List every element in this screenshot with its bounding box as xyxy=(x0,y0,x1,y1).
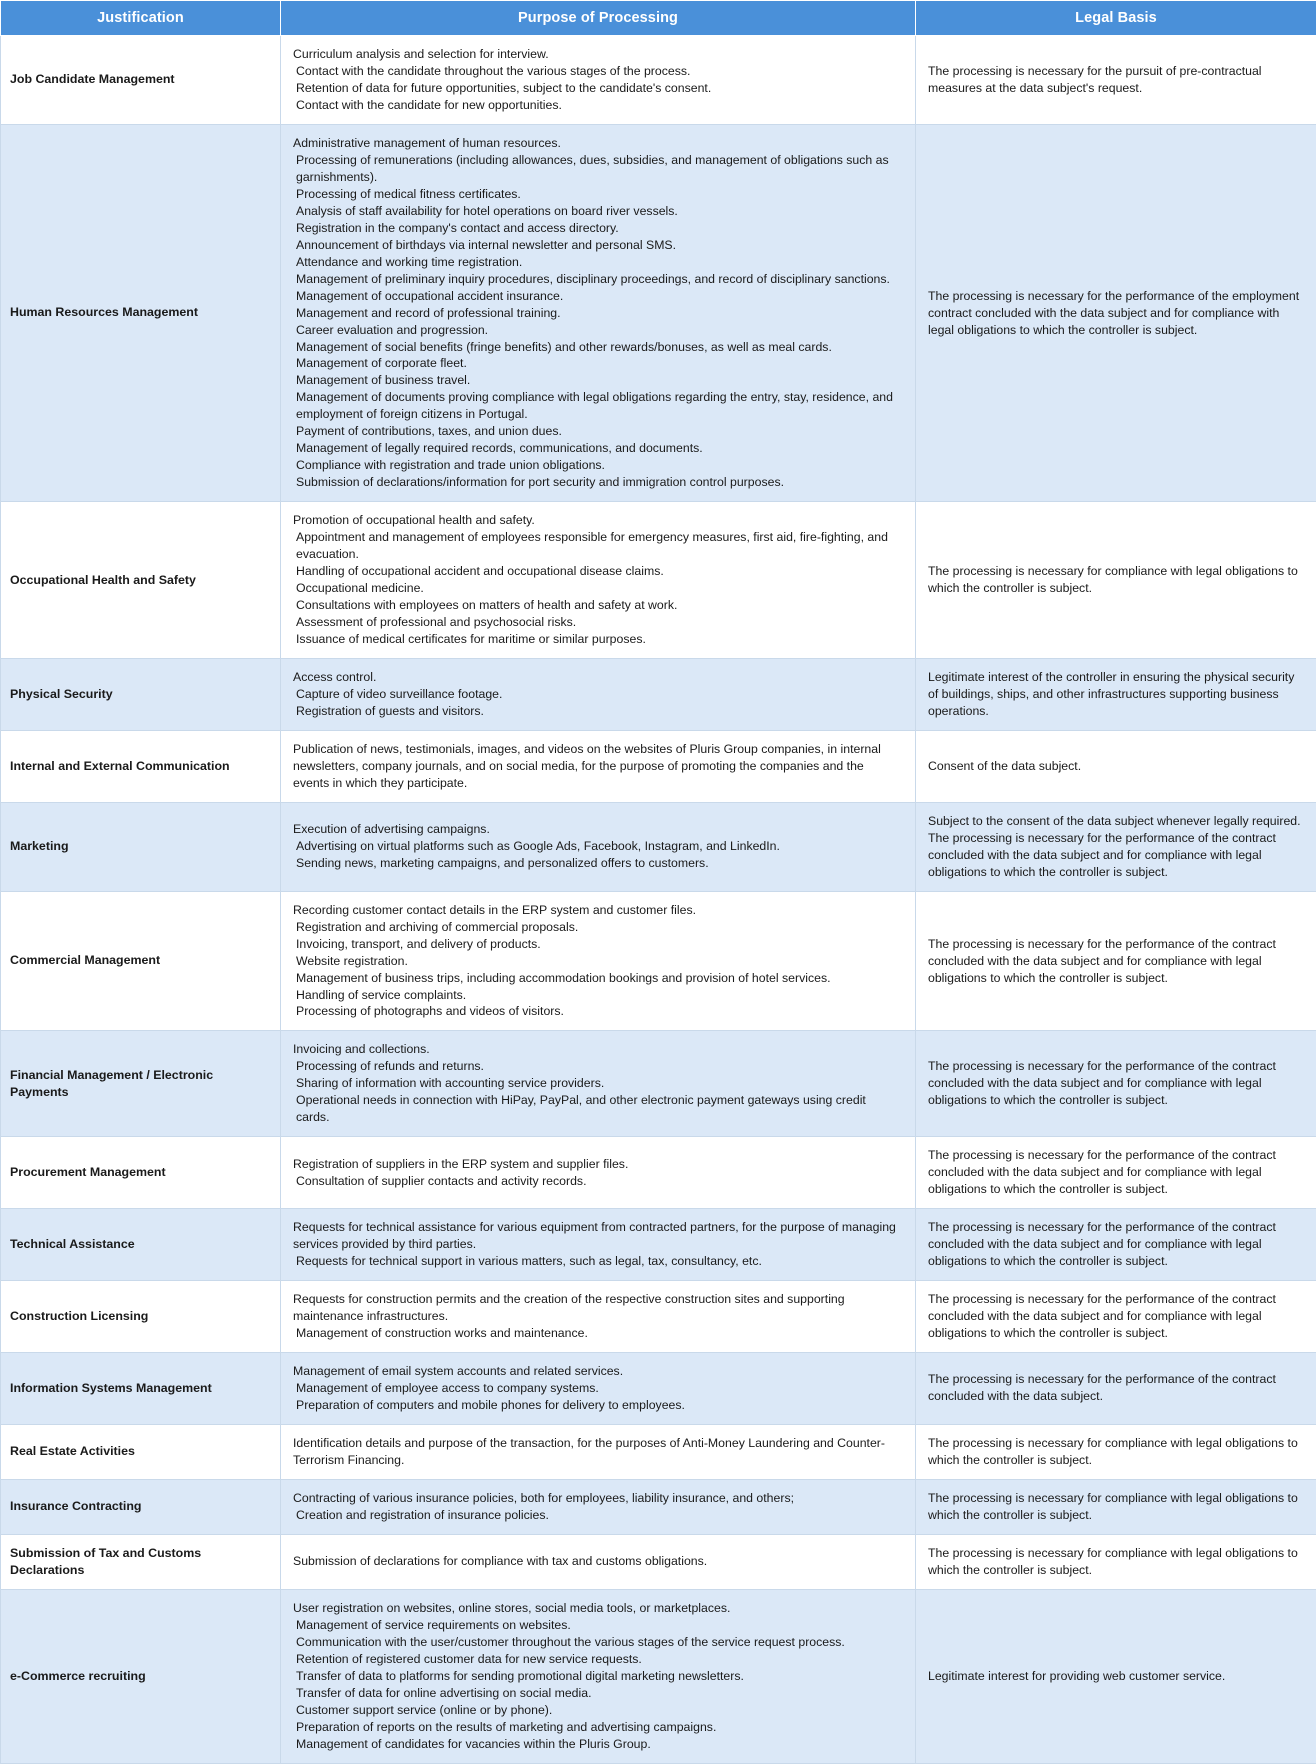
cell-purpose xyxy=(281,802,916,891)
purpose-line: Retention of registered customer data for new service requests. xyxy=(293,1651,901,1668)
purpose-line: Promotion of occupational health and safety. xyxy=(293,512,901,529)
cell-legal-basis xyxy=(916,802,1316,891)
cell-legal-basis xyxy=(916,1031,1316,1137)
cell-purpose xyxy=(281,1479,916,1534)
purpose-line: Management of social benefits (fringe benefits) and other rewards/bonuses, as well as meal cards. xyxy=(293,339,901,356)
cell-legal-basis xyxy=(916,1424,1316,1479)
cell-justification: Construction Licensing xyxy=(1,1281,281,1353)
purpose-line: Invoicing, transport, and delivery of products. xyxy=(293,936,901,953)
cell-legal-basis xyxy=(916,1590,1316,1764)
cell-justification: Procurement Management xyxy=(1,1137,281,1209)
table-row xyxy=(1,1534,1316,1589)
cell-purpose xyxy=(281,1590,916,1764)
table-header-row xyxy=(1,1,1316,36)
purpose-line: Processing of refunds and returns. xyxy=(293,1058,901,1075)
purpose-line: Recording customer contact details in the ERP system and customer files. xyxy=(293,902,901,919)
purpose-line: Management of business travel. xyxy=(293,372,901,389)
cell-purpose xyxy=(281,502,916,659)
purpose-line: Management of occupational accident insurance. xyxy=(293,288,901,305)
purpose-line: Processing of remunerations (including allowances, dues, subsidies, and management of obligations such as garnishments). xyxy=(293,152,901,186)
cell-justification: Real Estate Activities xyxy=(1,1424,281,1479)
purpose-line: Advertising on virtual platforms such as Google Ads, Facebook, Instagram, and LinkedIn. xyxy=(293,838,901,855)
cell-justification: Physical Security xyxy=(1,658,281,730)
purpose-line: Preparation of computers and mobile phones for delivery to employees. xyxy=(293,1397,901,1414)
cell-justification: Internal and External Communication xyxy=(1,730,281,802)
legal-basis-line: The processing is necessary for compliance with legal obligations to which the controller is subject. xyxy=(928,1490,1304,1524)
cell-justification: Insurance Contracting xyxy=(1,1479,281,1534)
cell-legal-basis xyxy=(916,658,1316,730)
cell-purpose xyxy=(281,1137,916,1209)
column-header-purpose: Purpose of Processing xyxy=(281,1,916,36)
purpose-line: Management of documents proving compliance with legal obligations regarding the entry, stay, residence, and employment of foreign citizens in Portugal. xyxy=(293,389,901,423)
purpose-line: Management of email system accounts and related services. xyxy=(293,1363,901,1380)
cell-purpose xyxy=(281,730,916,802)
table-row xyxy=(1,502,1316,659)
purpose-line: Submission of declarations for compliance with tax and customs obligations. xyxy=(293,1553,901,1570)
purpose-line: Transfer of data for online advertising on social media. xyxy=(293,1685,901,1702)
legal-basis-line: The processing is necessary for the pursuit of pre-contractual measures at the data subject's request. xyxy=(928,63,1304,97)
purpose-line: Assessment of professional and psychosocial risks. xyxy=(293,614,901,631)
table-row xyxy=(1,124,1316,501)
table-header xyxy=(1,1,1316,36)
purpose-line: Sharing of information with accounting service providers. xyxy=(293,1075,901,1092)
purpose-line: Occupational medicine. xyxy=(293,580,901,597)
purpose-line: Appointment and management of employees responsible for emergency measures, first aid, fire-fighting, and evacuation. xyxy=(293,529,901,563)
purpose-line: Compliance with registration and trade union obligations. xyxy=(293,457,901,474)
legal-basis-line: The processing is necessary for the performance of the contract concluded with the data subject. xyxy=(928,1371,1304,1405)
purpose-line: Creation and registration of insurance policies. xyxy=(293,1507,901,1524)
purpose-line: Curriculum analysis and selection for interview. xyxy=(293,46,901,63)
legal-basis-line: Subject to the consent of the data subject whenever legally required. xyxy=(928,813,1304,830)
cell-legal-basis xyxy=(916,891,1316,1031)
cell-justification: Marketing xyxy=(1,802,281,891)
purpose-line: Access control. xyxy=(293,669,901,686)
cell-legal-basis xyxy=(916,1137,1316,1209)
cell-justification: Human Resources Management xyxy=(1,124,281,501)
cell-legal-basis xyxy=(916,1281,1316,1353)
purpose-line: Operational needs in connection with HiPay, PayPal, and other electronic payment gateways using credit cards. xyxy=(293,1092,901,1126)
purpose-line: Management of preliminary inquiry procedures, disciplinary proceedings, and record of disciplinary sanctions. xyxy=(293,271,901,288)
legal-basis-line: Legitimate interest of the controller in ensuring the physical security of buildings, ships, and other infrastructures supporting business operations. xyxy=(928,669,1304,720)
column-header-justification: Justification xyxy=(1,1,281,36)
purpose-line: Registration of suppliers in the ERP system and supplier files. xyxy=(293,1156,901,1173)
table-row xyxy=(1,1031,1316,1137)
cell-purpose xyxy=(281,1424,916,1479)
cell-legal-basis xyxy=(916,1209,1316,1281)
purpose-line: Publication of news, testimonials, images, and videos on the websites of Pluris Group companies, in internal newsletters, company journals, and on social media, for the purpose of promoting the companies and the events in which they participate. xyxy=(293,741,901,792)
purpose-line: Contracting of various insurance policies, both for employees, liability insurance, and others; xyxy=(293,1490,901,1507)
cell-purpose xyxy=(281,891,916,1031)
cell-legal-basis xyxy=(916,1479,1316,1534)
purpose-line: Submission of declarations/information for port security and immigration control purposes. xyxy=(293,474,901,491)
purpose-line: Preparation of reports on the results of marketing and advertising campaigns. xyxy=(293,1719,901,1736)
purpose-line: Management of candidates for vacancies within the Pluris Group. xyxy=(293,1736,901,1753)
purpose-line: Management of business trips, including accommodation bookings and provision of hotel services. xyxy=(293,970,901,987)
cell-justification: Financial Management / Electronic Payments xyxy=(1,1031,281,1137)
cell-justification: e-Commerce recruiting xyxy=(1,1590,281,1764)
table-row xyxy=(1,1353,1316,1425)
purpose-line: Handling of occupational accident and occupational disease claims. xyxy=(293,563,901,580)
cell-purpose xyxy=(281,1281,916,1353)
cell-legal-basis xyxy=(916,502,1316,659)
purpose-line: Issuance of medical certificates for maritime or similar purposes. xyxy=(293,631,901,648)
legal-basis-line: The processing is necessary for the performance of the contract concluded with the data subject and for compliance with legal obligations to which the controller is subject. xyxy=(928,1219,1304,1270)
cell-legal-basis xyxy=(916,124,1316,501)
cell-justification: Information Systems Management xyxy=(1,1353,281,1425)
purpose-line: Processing of medical fitness certificates. xyxy=(293,186,901,203)
purpose-line: Analysis of staff availability for hotel operations on board river vessels. xyxy=(293,203,901,220)
table-row xyxy=(1,1424,1316,1479)
legal-basis-line: The processing is necessary for the performance of the contract concluded with the data subject and for compliance with legal obligations to which the controller is subject. xyxy=(928,830,1304,881)
purpose-line: Management of legally required records, communications, and documents. xyxy=(293,440,901,457)
purpose-line: Processing of photographs and videos of visitors. xyxy=(293,1003,901,1020)
purpose-line: Registration and archiving of commercial proposals. xyxy=(293,919,901,936)
table-row xyxy=(1,1209,1316,1281)
purpose-line: Consultation of supplier contacts and activity records. xyxy=(293,1173,901,1190)
cell-purpose xyxy=(281,1209,916,1281)
purpose-line: Requests for technical support in various matters, such as legal, tax, consultancy, etc. xyxy=(293,1253,901,1270)
purpose-line: Retention of data for future opportunities, subject to the candidate's consent. xyxy=(293,80,901,97)
table-row xyxy=(1,891,1316,1031)
purpose-line: Contact with the candidate for new opportunities. xyxy=(293,97,901,114)
cell-justification: Technical Assistance xyxy=(1,1209,281,1281)
cell-purpose xyxy=(281,658,916,730)
purpose-line: Payment of contributions, taxes, and union dues. xyxy=(293,423,901,440)
purpose-line: Management of construction works and maintenance. xyxy=(293,1325,901,1342)
cell-legal-basis xyxy=(916,1353,1316,1425)
purpose-line: Identification details and purpose of the transaction, for the purposes of Anti-Money Laundering and Counter-Terrorism Financing. xyxy=(293,1435,901,1469)
cell-purpose xyxy=(281,1031,916,1137)
table-row xyxy=(1,1137,1316,1209)
purpose-line: Handling of service complaints. xyxy=(293,987,901,1004)
purpose-line: Attendance and working time registration. xyxy=(293,254,901,271)
cell-purpose xyxy=(281,124,916,501)
purpose-line: Invoicing and collections. xyxy=(293,1041,901,1058)
purpose-line: User registration on websites, online stores, social media tools, or marketplaces. xyxy=(293,1600,901,1617)
table-body xyxy=(1,36,1316,1764)
purpose-line: Customer support service (online or by phone). xyxy=(293,1702,901,1719)
purpose-line: Contact with the candidate throughout the various stages of the process. xyxy=(293,63,901,80)
column-header-legal-basis: Legal Basis xyxy=(916,1,1316,36)
legal-basis-line: The processing is necessary for compliance with legal obligations to which the controller is subject. xyxy=(928,1545,1304,1579)
purpose-line: Sending news, marketing campaigns, and personalized offers to customers. xyxy=(293,855,901,872)
table-row xyxy=(1,802,1316,891)
table-row xyxy=(1,1590,1316,1764)
legal-basis-line: The processing is necessary for the performance of the contract concluded with the data subject and for compliance with legal obligations to which the controller is subject. xyxy=(928,936,1304,987)
legal-basis-line: Consent of the data subject. xyxy=(928,758,1304,775)
cell-legal-basis xyxy=(916,1534,1316,1589)
purpose-line: Administrative management of human resources. xyxy=(293,135,901,152)
legal-basis-line: Legitimate interest for providing web customer service. xyxy=(928,1668,1304,1685)
purpose-line: Announcement of birthdays via internal newsletter and personal SMS. xyxy=(293,237,901,254)
purpose-line: Requests for technical assistance for various equipment from contracted partners, for the purpose of managing services provided by third parties. xyxy=(293,1219,901,1253)
purpose-line: Execution of advertising campaigns. xyxy=(293,821,901,838)
purpose-line: Management of service requirements on websites. xyxy=(293,1617,901,1634)
legal-basis-line: The processing is necessary for compliance with legal obligations to which the controller is subject. xyxy=(928,1435,1304,1469)
purpose-line: Registration of guests and visitors. xyxy=(293,703,901,720)
purpose-line: Management of employee access to company systems. xyxy=(293,1380,901,1397)
purpose-line: Requests for construction permits and the creation of the respective construction sites and supporting maintenance infrastructures. xyxy=(293,1291,901,1325)
cell-justification: Occupational Health and Safety xyxy=(1,502,281,659)
cell-purpose xyxy=(281,36,916,125)
cell-purpose xyxy=(281,1353,916,1425)
purpose-line: Registration in the company's contact and access directory. xyxy=(293,220,901,237)
legal-basis-line: The processing is necessary for the performance of the contract concluded with the data subject and for compliance with legal obligations to which the controller is subject. xyxy=(928,1291,1304,1342)
purpose-line: Transfer of data to platforms for sending promotional digital marketing newsletters. xyxy=(293,1668,901,1685)
purpose-line: Consultations with employees on matters of health and safety at work. xyxy=(293,597,901,614)
cell-purpose xyxy=(281,1534,916,1589)
table-row xyxy=(1,36,1316,125)
purpose-line: Capture of video surveillance footage. xyxy=(293,686,901,703)
purpose-line: Career evaluation and progression. xyxy=(293,322,901,339)
purpose-line: Communication with the user/customer throughout the various stages of the service request process. xyxy=(293,1634,901,1651)
cell-justification: Job Candidate Management xyxy=(1,36,281,125)
legal-basis-line: The processing is necessary for compliance with legal obligations to which the controller is subject. xyxy=(928,563,1304,597)
table-row xyxy=(1,1479,1316,1534)
legal-basis-line: The processing is necessary for the performance of the contract concluded with the data subject and for compliance with legal obligations to which the controller is subject. xyxy=(928,1058,1304,1109)
legal-basis-line: The processing is necessary for the performance of the employment contract concluded with the data subject and for compliance with legal obligations to which the controller is subject. xyxy=(928,288,1304,339)
table-row xyxy=(1,658,1316,730)
cell-justification: Commercial Management xyxy=(1,891,281,1031)
table-row xyxy=(1,730,1316,802)
cell-justification: Submission of Tax and Customs Declarations xyxy=(1,1534,281,1589)
legal-basis-line: The processing is necessary for the performance of the contract concluded with the data subject and for compliance with legal obligations to which the controller is subject. xyxy=(928,1147,1304,1198)
purpose-line: Management of corporate fleet. xyxy=(293,355,901,372)
cell-legal-basis xyxy=(916,730,1316,802)
purpose-line: Website registration. xyxy=(293,953,901,970)
table-row xyxy=(1,1281,1316,1353)
cell-legal-basis xyxy=(916,36,1316,125)
purpose-line: Management and record of professional training. xyxy=(293,305,901,322)
